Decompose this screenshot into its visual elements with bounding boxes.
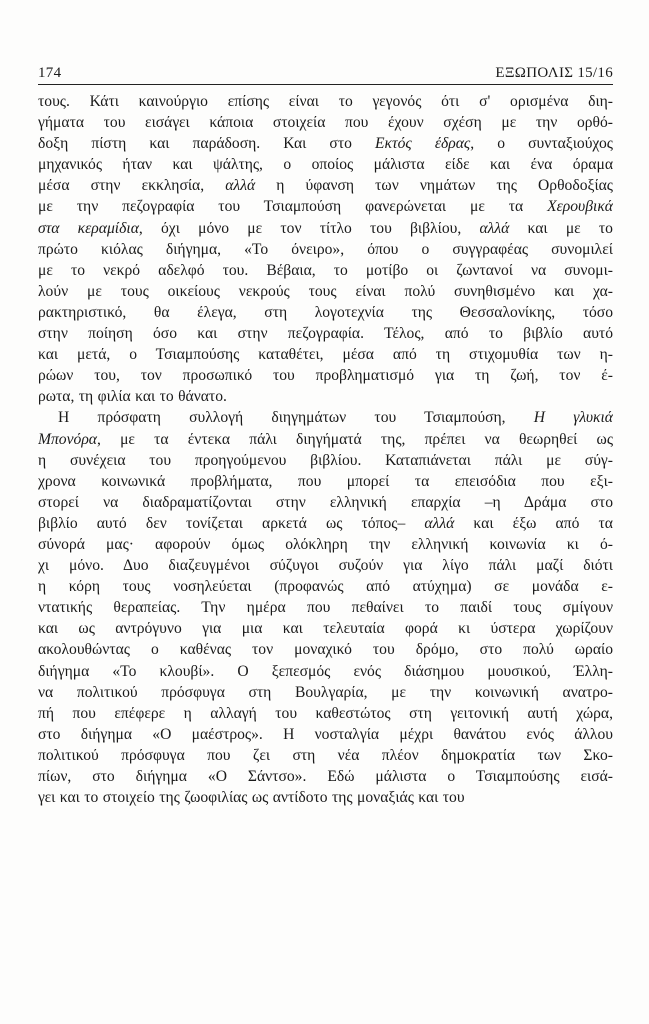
text-line: ρώων του, τον προσωπικό του προβληματισμό για τη ζωή, τον έ- [38,367,613,385]
text-line: πίων, στο διήγημα «Ο Σάντσο». Εδώ μάλιστα ο Τσιαμπούσης εισά- [38,768,613,785]
text-line: βιβλίο αυτό δεν τονίζεται αρκετά ως τόπος– αλλά και έξω από τα [38,514,613,532]
text-line: μέσα στην εκκλησία, αλλά η ύφανση των νημάτων της Ορθοδοξίας [38,177,613,195]
text-line: και μετά, ο Τσιαμπούσης καταθέτει, μέσα από τη στιχομυθία των η- [38,346,613,364]
text-line: πή που επέφερε η αλλαγή του καθεστώτος στη γειτονική αυτή χώρα, [38,704,613,722]
running-head [38,60,613,82]
body-text [38,91,613,808]
text-line: δοξη πίστη και παράδοση. Και στο Εκτός έδρας, ο συνταξιούχος [38,135,613,153]
text-line: στορεί να διαδραματίζονται στην ελληνική επαρχία –η Δράμα στο [38,493,613,511]
header-rule [38,84,613,85]
text-line: μηχανικός ήταν και ψάλτης, ο οποίος μάλιστα είδε και ένα όραμα [38,156,613,174]
page-number: 174 [38,65,62,81]
text-line: πρώτο κιόλας διήγημα, «Το όνειρο», όπου ο συγγραφέας συνομιλεί [38,240,613,258]
paragraph-2 [38,407,613,808]
text-line: ρακτηριστικό, θα έλεγα, στη λογοτεχνία της Θεσσαλονίκης, τόσο [38,303,613,321]
text-line: χρονα κοινωνικά προβλήματα, που μπορεί τα επεισόδια που εξι- [38,472,613,490]
text-line: η κόρη τους νοσηλεύεται (προφανώς από ατύχημα) σε μονάδα ε- [38,578,613,596]
text-line: η συνέχεια του προηγούμενου βιβλίου. Καταπιάνεται πάλι με σύγ- [38,451,613,469]
text-line: σύνορά μας· αφορούν όμως ολόκληρη την ελληνική κοινωνία κι ό- [38,535,613,553]
text-line: ρωτα, τη φιλία και το θάνατο. [38,388,227,406]
paragraph-1 [38,91,613,407]
text-line: γήματα του εισάγει κάποια στοιχεία που έχουν σχέση με την ορθό- [38,114,613,132]
text-line: στην ποίηση όσο και στην πεζογραφία. Τέλος, από το βιβλίο αυτό [38,325,613,343]
text-line: στα κεραμίδια, όχι μόνο με τον τίτλο του βιβλίου, αλλά και με το [38,219,613,237]
text-line: και ως αντρόγυνο για μια και τελευταία φορά κι ύστερα χωρίζουν [38,620,613,638]
text-line: να πολιτικού πρόσφυγα στη Βουλγαρία, με την κοινωνική ανατρο- [38,683,613,701]
text-line: πολιτικού πρόσφυγα που ζει στη νέα πλέον δημοκρατία των Σκο- [38,746,613,764]
text-line: χι μόνο. Δυο διαζευγμένοι σύζυγοι συζούν για λίγο πάλι μαζί διότι [38,557,613,575]
journal-title: ΕΞΩΠΟΛΙΣ 15/16 [495,65,613,81]
text-line: Η πρόσφατη συλλογή διηγημάτων του Τσιαμπούση, Η γλυκιά [58,409,613,427]
text-line: λούν με τους οικείους νεκρούς τους είναι πολύ συνηθισμένο και χα- [38,282,613,300]
text-line: με την πεζογραφία του Τσιαμπούση φανερώνεται με τα Χερουβικά [38,198,613,216]
text-line: με το νεκρό αδελφό του. Βέβαια, το μοτίβο οι ζωντανοί να συνομι- [38,261,613,279]
text-line: ακολουθώντας ο καθένας τον μοναχικό του δρόμο, στο πολύ ωραίο [38,641,613,659]
text-line: στο διήγημα «Ο μαέστρος». Η νοσταλγία μέχρι θανάτου ενός άλλου [38,725,613,743]
text-line: τους. Κάτι καινούργιο επίσης είναι το γεγονός ότι σ' ορισμένα διη- [38,93,613,110]
text-line: γει και το στοιχείο της ζωοφιλίας ως αντίδοτο της μοναξιάς και του [38,789,465,807]
text-line: Μπονόρα, με τα έντεκα πάλι διηγήματά της, πρέπει να θεωρηθεί ως [38,430,613,448]
text-line: ντατικής θεραπείας. Την ημέρα που πεθαίνει το παιδί τους σμίγουν [38,599,613,617]
text-line: διήγημα «Το κλουβί». Ο ξεπεσμός ενός διάσημου μουσικού, Έλλη- [38,662,613,680]
